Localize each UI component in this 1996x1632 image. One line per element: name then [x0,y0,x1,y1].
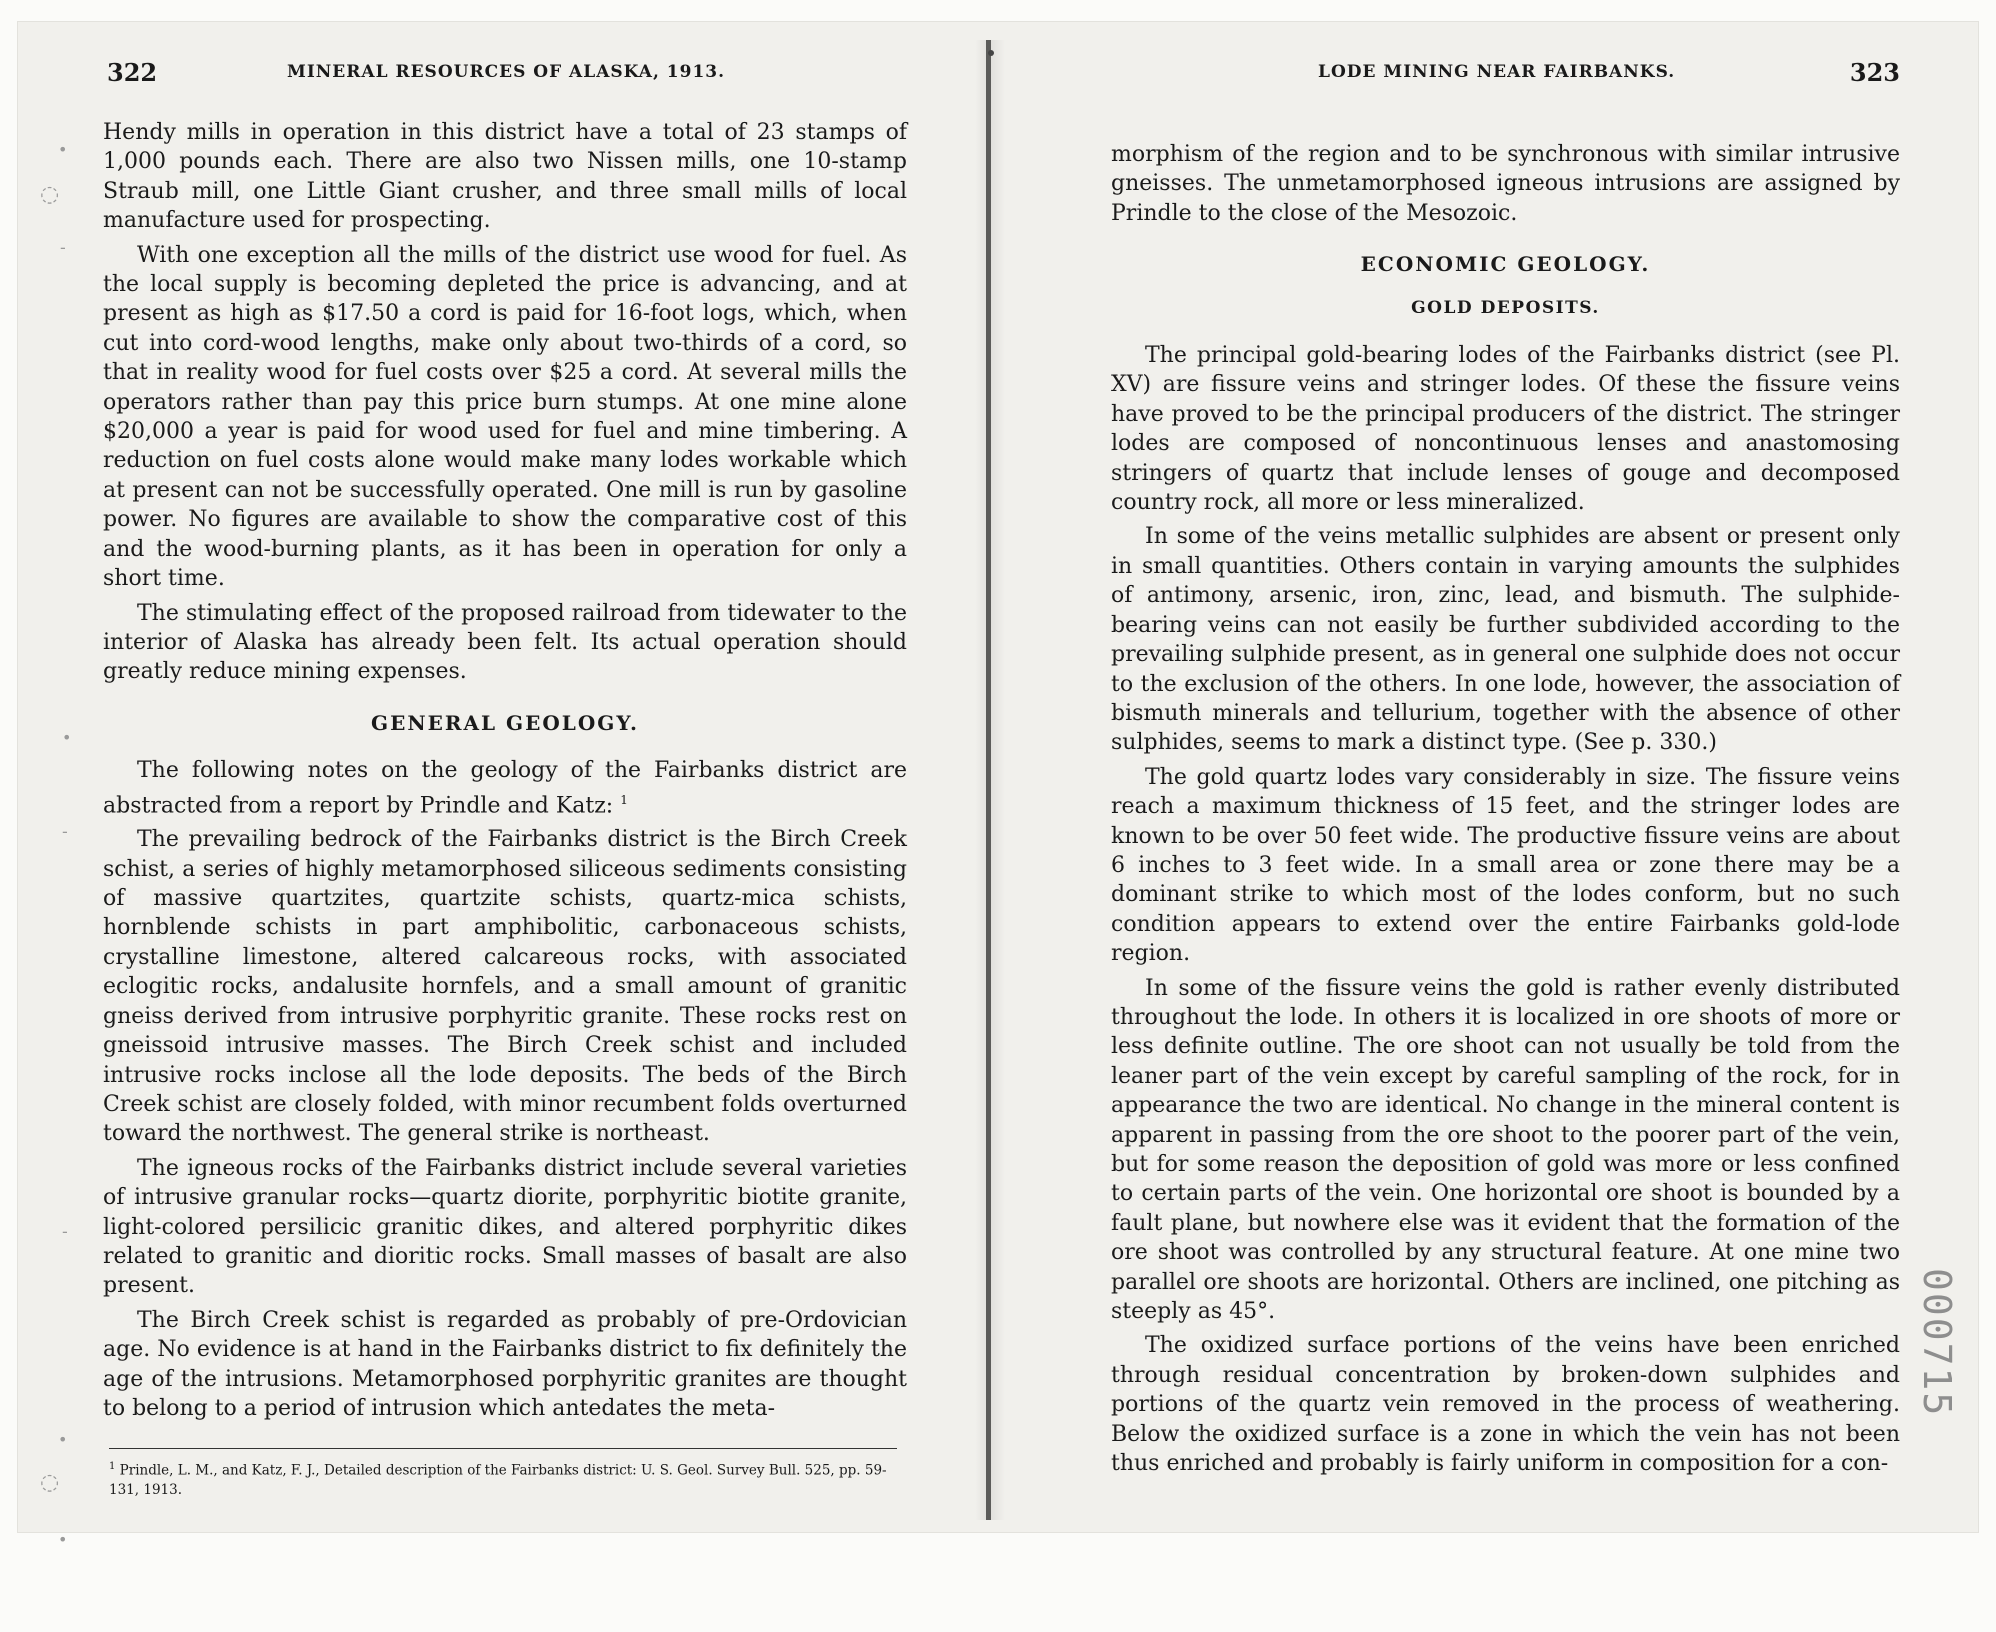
margin-mark: - [62,1222,68,1241]
page-number: 323 [1849,58,1900,87]
footnote-marker: 1 [109,1461,116,1472]
paragraph [103,756,907,820]
archive-stamp: 000715 [1915,1268,1959,1418]
running-title: MINERAL RESOURCES OF ALASKA, 1913. [287,62,726,82]
paragraph: The stimulating effect of the proposed railroad from tidewater to the interior of Alaska has already been felt. Its actual operation should greatly reduce mining expenses. [103,600,907,685]
footnote-text: Prindle, L. M., and Katz, F. J., Detailed description of the Fairbanks district: U. S. Geol. Survey Bull. 525, pp. 59-131, 1913. [109,1462,887,1498]
paragraph: The igneous rocks of the Fairbanks district include several varieties of intrusive granular rocks—quartz diorite, porphyritic biotite granite, light-colored persilicic granitic dikes, and altered porphyritic dikes related to granitic and dioritic rocks. Small masses of basalt are also present. [103,1155,907,1299]
paragraph: With one exception all the mills of the district use wood for fuel. As the local supply is becoming depleted the price is advancing, and at present as high as $17.50 a cord is paid for 16-foot logs, which, when cut into cord-wood lengths, make only about two-thirds of a cord, so that in reality wood for fuel costs over $25 a cord. At several mills the operators rather than pay this price burn stumps. At one mine alone $20,000 a year is paid for wood used for fuel and mine timbering. A reduction on fuel costs alone would make many lodes workable which at present can not be successfully operated. One mill is run by gasoline power. No figures are available to show the comparative cost of this and the wood-burning plants, as it has been in operation for only a short time. [103,242,907,592]
paragraph: The prevailing bedrock of the Fairbanks district is the Birch Creek schist, a series of highly metamorphosed siliceous sediments consisting of massive quartzites, quartzite schists, quartz-mica schists, hornblende schists in part amphibolitic, carbonaceous schists, crystalline limestone, altered calcareous rocks, with associated eclogitic rocks, andalusite hornfels, and a small amount of granitic gneiss derived from intrusive porphyritic granite. These rocks rest on gneissoid intrusive masses. The Birch Creek schist and included intrusive rocks inclose all the lode deposits. The beds of the Birch Creek schist are closely folded, with minor recumbent folds overturned toward the northwest. The general strike is northeast. [103,827,907,1147]
right-page-body [1111,140,1900,1483]
paragraph: The principal gold-bearing lodes of the Fairbanks district (see Pl. XV) are fissure veins and stringer lodes. Of these the fissure veins have proved to be the principal producers of the district. The stringer lodes are composed of noncontinuous lenses and anastomosing stringers of quartz that include lenses of gouge and decomposed country rock, all more or less mineralized. [1111,343,1900,516]
footnote-reference[interactable]: 1 [620,792,628,807]
footnote-rule [109,1448,897,1449]
section-heading: GENERAL GEOLOGY. [371,710,639,735]
paragraph: The Birch Creek schist is regarded as probably of pre-Ordovician age. No evidence is at hand in the Fairbanks district to fix definitely the age of the intrusions. Metamorphosed porphyritic granites are thought to belong to a period of intrusion which antedates the meta- [103,1307,907,1421]
paragraph: In some of the veins metallic sulphides are absent or present only in small quantities. Others contain in varying amounts the sulphides of antimony, arsenic, iron, zinc, lead, and bismuth. The sulphide-bearing veins can not easily be further subdivided according to the prevailing sulphide present, as in general one sulphide does not occur to the exclusion of the others. In one lode, however, the association of bismuth minerals and tellurium, together with the absence of other sulphides, seems to mark a distinct type. (See p. 330.) [1111,524,1900,756]
running-title: LODE MINING NEAR FAIRBANKS. [1318,62,1676,82]
scan-dot [988,50,994,56]
margin-mark: ◌ [40,1470,60,1495]
left-running-head [95,58,907,92]
subsection-heading: GOLD DEPOSITS. [1411,297,1600,318]
margin-mark: • [62,728,72,747]
margin-mark: • [58,1430,68,1449]
page-number: 322 [107,58,158,87]
margin-mark: ◌ [40,182,60,207]
paragraph: The oxidized surface portions of the veins have been enriched through residual concentration by broken-down sulphides and portions of the quartz vein removed in the process of weathering. Below the oxidized surface is a zone in which the vein has not been thus enriched and probably is fairly uniform in composition for a con- [1111,1333,1900,1477]
paragraph: Hendy mills in operation in this district have a total of 23 stamps of 1,000 pounds each. There are also two Nissen mills, one 10-stamp Straub mill, one Little Giant crusher, and three small mills of local manufacture used for prospecting. [103,120,907,234]
left-page [95,0,907,1500]
paragraph-text: The following notes on the geology of the Fairbanks district are abstracted from a report by Prindle and Katz: [103,758,907,818]
margin-mark: - [62,822,68,841]
right-page [1105,0,1900,1500]
margin-mark: • [58,140,68,159]
margin-mark: - [60,238,66,257]
left-page-body [103,118,907,1428]
paragraph: The gold quartz lodes vary considerably in size. The fissure veins reach a maximum thickness of 15 feet, and the stringer lodes are known to be over 50 feet wide. The productive fissure veins are about 6 inches to 3 feet wide. In a small area or zone there may be a dominant strike to which most of the lodes conform, but no such condition appears to extend over the entire Fairbanks gold-lode region. [1111,764,1900,967]
footnote [109,1457,897,1500]
binding-gutter [986,40,991,1520]
paragraph: morphism of the region and to be synchronous with similar intrusive gneisses. The unmetamorphosed igneous intrusions are assigned by Prindle to the close of the Mesozoic. [1111,142,1900,226]
paragraph: In some of the fissure veins the gold is rather evenly distributed throughout the lode. In others it is localized in ore shoots of more or less definite outline. The ore shoot can not usually be told from the leaner part of the vein except by careful sampling of the rock, for in appearance the two are identical. No change in the mineral content is apparent in passing from the ore shoot to the poorer part of the vein, but for some reason the deposition of gold was more or less confined to certain parts of the vein. One horizontal ore shoot is bounded by a fault plane, but nowhere else was it evident that the formation of the ore shoot was controlled by any structural feature. At one mine two parallel ore shoots are horizontal. Others are inclined, one pitching as steeply as 45°. [1111,975,1900,1325]
section-heading: ECONOMIC GEOLOGY. [1360,252,1651,277]
right-running-head [1105,58,1900,92]
margin-mark: • [58,1530,68,1549]
